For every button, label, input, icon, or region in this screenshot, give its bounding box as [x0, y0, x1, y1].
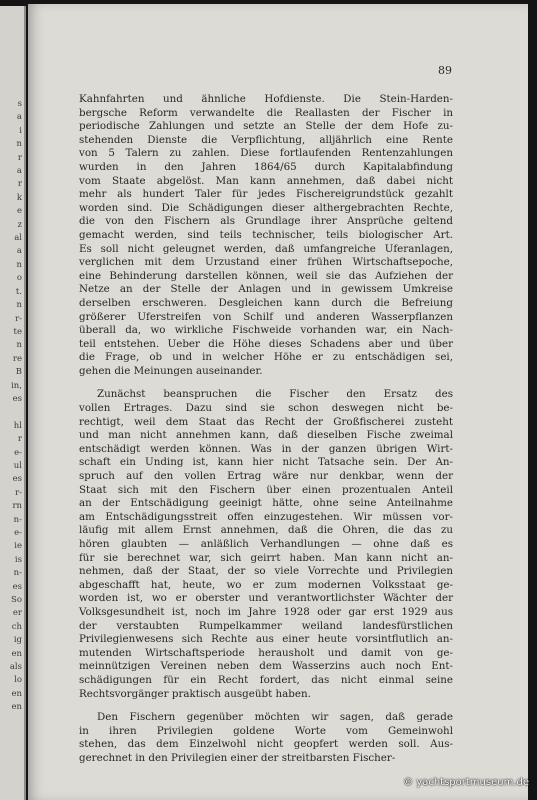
text-line: die Frage, ob und in welcher Höhe er zu entschädigen sei,: [79, 351, 453, 364]
edge-fragment: re: [12, 353, 22, 364]
text-line: periodische Zahlungen und setzte an Stelle der dem Hofe zu-: [79, 120, 453, 133]
text-line: Volksgesundheit ist, noch im Jahre 1928 oder gar erst 1929 aus: [79, 605, 453, 618]
text-line: bergsche Reform verwandelte die Reallasten der Fischer in: [79, 106, 453, 119]
text-line: Kahnfahrten und ähnliche Hofdienste. Die Stein-Harden-: [79, 93, 453, 105]
edge-fragment: So: [11, 595, 22, 606]
edge-fragment: en: [11, 688, 22, 699]
text-line: vollen Ertrages. Dazu sind sie schon deswegen nicht be-: [79, 402, 453, 415]
text-line: gerechnet in den Privilegien einer der streitbarsten Fischer-: [79, 751, 396, 764]
text-line: nehmen, daß der Staat, der so viele Vorrechte und Privilegien: [79, 565, 453, 578]
text-line: worden sind. Die Schädigungen dieser althergebrachten Rechte,: [79, 201, 453, 214]
page-number: 89: [438, 64, 452, 77]
edge-fragment: en: [11, 648, 22, 659]
edge-fragment: a: [16, 112, 22, 123]
edge-fragment: o: [16, 273, 22, 284]
text-line: am Entschädigungsstreit offen einzugestehen. Wir müssen vor-: [79, 510, 453, 523]
text-line: Staat sich mit den Fischern über einen prozentualen Anteil: [79, 483, 453, 496]
text-line: spruch auf den vollen Ertrag wäre nur denkbar, wenn der: [79, 470, 453, 483]
edge-fragment: es: [12, 474, 22, 485]
edge-fragment: rn: [12, 501, 22, 512]
edge-fragment: ch: [11, 621, 22, 632]
text-line: meinnützigen Vereinen neben dem Wasserzins auch noch Ent-: [79, 660, 453, 673]
edge-fragment: a: [16, 166, 22, 177]
edge-fragment: k: [16, 192, 22, 203]
text-line: an der Entschädigung geeinigt hätte, ohne seine Anteilnahme: [79, 497, 453, 510]
edge-fragment: r: [17, 152, 22, 163]
paragraph: [79, 93, 453, 378]
text-line: der verstaubten Rumpelkammer weiland landesfürstlichen: [79, 619, 453, 632]
edge-fragment: r-: [15, 487, 22, 498]
text-line: derselben erschweren. Desgleichen kann durch die Befreiung: [79, 296, 453, 309]
edge-fragment: r-: [15, 313, 22, 324]
text-line: Rechtsvorgänger praktisch ausgeübt haben.: [79, 687, 311, 700]
edge-fragment: e-: [14, 447, 22, 458]
edge-fragment: es: [12, 393, 22, 404]
text-line: verglichen mit dem Urzustand einer frühen Wirtschaftsepoche,: [79, 256, 453, 269]
edge-fragment: n: [16, 139, 22, 150]
edge-fragment: [2, 406, 24, 419]
watermark-text: © yachtsportmuseum.de: [403, 777, 529, 788]
edge-fragment: B: [15, 367, 22, 378]
text-line: Zunächst beanspruchen die Fischer den Ersatz des: [97, 388, 453, 401]
text-line: Den Fischern gegenüber möchten wir sagen, daß gerade: [97, 711, 453, 724]
text-line: gemacht werden, sind teils technischer, teils biologischer Art.: [79, 228, 453, 241]
previous-page-text-fragments: [2, 98, 24, 715]
text-line: stehen, das dem Einzelwohl nicht geopfert werden soll. Aus-: [79, 738, 453, 751]
text-line: die von den Fischern als Grundlage ihrer Ansprüche geltend: [79, 215, 453, 228]
edge-fragment: e: [16, 206, 22, 217]
edge-fragment: er: [12, 608, 22, 619]
edge-fragment: n: [16, 259, 22, 270]
edge-fragment: i: [19, 125, 22, 136]
edge-fragment: ul: [13, 460, 22, 471]
edge-fragment: r: [17, 179, 22, 190]
text-line: hören glaubten — anläßlich Verhandlungen — ohne daß es: [79, 538, 453, 550]
edge-fragment: in,: [11, 380, 22, 391]
text-line: vom Staate abgelöst. Man kann annehmen, daß dabei nicht: [79, 174, 453, 187]
text-line: schädigungen für ein Recht fordert, das nicht einmal seine: [79, 673, 453, 686]
edge-fragment: r: [17, 434, 22, 445]
text-line: worden ist, wo er oberster und verantwortlichster Wächter der: [79, 592, 453, 605]
book-page: [28, 4, 528, 800]
edge-fragment: ig: [13, 635, 22, 646]
edge-fragment: n: [16, 340, 22, 351]
edge-fragment: t.: [15, 286, 22, 297]
paragraph: [79, 711, 453, 765]
text-line: für sie berechnet war, sich geirrt haben. Man kann nicht an-: [79, 551, 453, 564]
edge-fragment: lo: [14, 675, 22, 686]
edge-fragment: n: [16, 300, 22, 311]
edge-fragment: a: [16, 246, 22, 257]
text-line: entschädigt werden können. Was in der ganzen übrigen Wirt-: [79, 442, 453, 455]
edge-fragment: te: [13, 326, 22, 337]
text-line: teil entstehen. Ueber die Höhe dieses Schadens aber und über: [79, 337, 453, 350]
text-line: von 5 Talern zu zahlen. Diese fortlaufenden Rentenzahlungen: [79, 147, 453, 160]
text-line: abgeschafft hat, heute, wo er zum modernen Volksstaat ge-: [79, 578, 453, 591]
edge-fragment: s: [17, 99, 22, 109]
edge-fragment: es: [12, 581, 22, 592]
edge-fragment: hl: [13, 420, 22, 431]
edge-fragment: en: [11, 702, 22, 713]
body-text: [79, 93, 453, 776]
edge-fragment: ie: [14, 541, 22, 552]
text-line: rechtigt, weil dem Staat das Recht der Großfischerei zusteht: [79, 415, 453, 428]
text-line: und man nicht annehmen kann, daß dieselben Fische zweimal: [79, 429, 453, 442]
text-line: eine Behinderung darstellen können, weil sie das Aufziehen der: [79, 269, 453, 282]
text-line: Privilegienwesens sich Rechte aus einer heute vorsintflutlich an-: [79, 633, 453, 646]
previous-page-edge: [0, 6, 26, 800]
edge-fragment: als: [9, 662, 22, 673]
edge-fragment: z: [17, 219, 22, 230]
text-line: mehr als hundert Taler für jedes Fischereigrundstück gezahlt: [79, 188, 453, 201]
text-line: mutenden Wirtschaftsperiode herausholt und damit von ge-: [79, 646, 453, 659]
text-line: wurden in den Jahren 1864/65 durch Kapitalabfindung: [79, 160, 453, 173]
text-line: überall da, wo wirkliche Fischweide vorhanden war, ein Nach-: [79, 324, 453, 337]
text-line: schaft ein Unding ist, kann hier nicht Tatsache sein. Der An-: [79, 456, 453, 469]
text-line: größerer Uferstreifen von Schilf und anderen Wasserpflanzen: [79, 310, 453, 323]
edge-fragment: n-: [13, 514, 22, 525]
paragraph: [79, 388, 453, 701]
edge-fragment: n-: [13, 568, 22, 579]
text-line: Netze an der Stelle der Anlagen und in gewissem Umkreise: [79, 283, 453, 296]
edge-fragment: is: [14, 554, 22, 565]
edge-fragment: al: [14, 233, 22, 244]
text-line: Es soll nicht geleugnet werden, daß umfangreiche Uferanlagen,: [79, 242, 453, 255]
edge-fragment: e-: [14, 528, 22, 538]
text-line: läufig mit allem Ernst annehmen, daß die Ohren, die das zu: [79, 524, 453, 537]
text-line: stehenden Dienste die Verpflichtung, alljährlich eine Rente: [79, 133, 453, 146]
text-line: gehen die Meinungen auseinander.: [79, 364, 263, 377]
text-line: in ihren Privilegien goldene Worte vom Gemeinwohl: [79, 724, 453, 737]
